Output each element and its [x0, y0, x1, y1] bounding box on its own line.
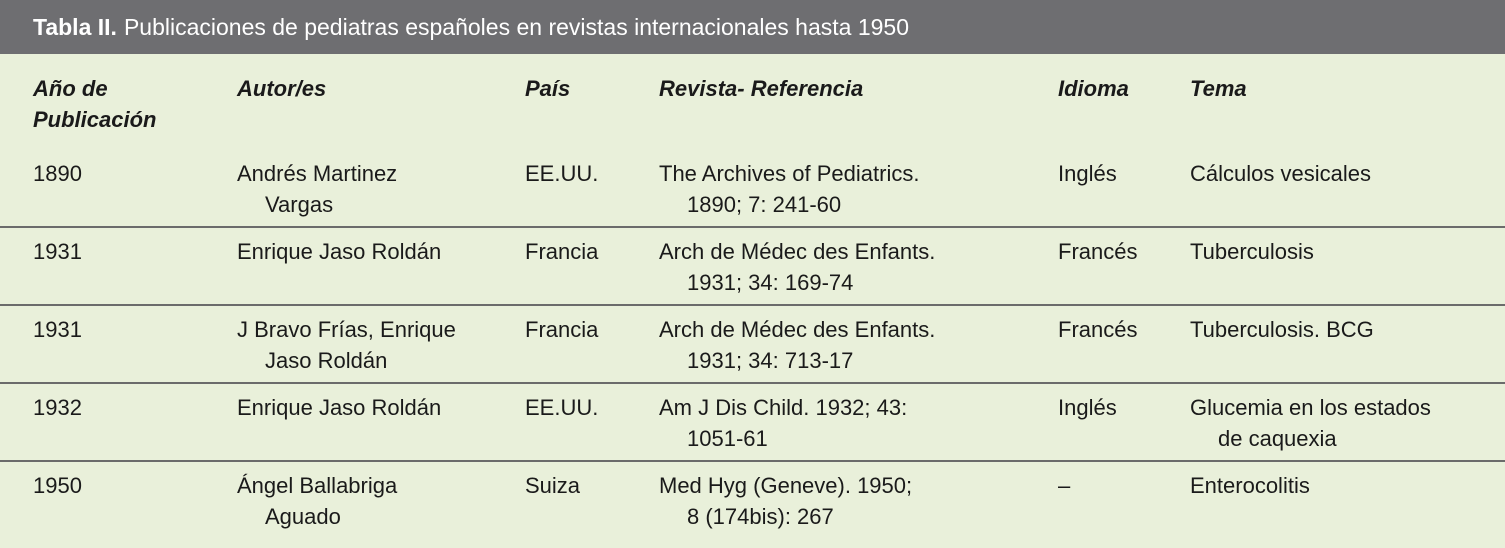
row-divider	[0, 382, 1505, 384]
cell-language: –	[1058, 473, 1071, 498]
header-authors: Autor/es	[237, 76, 327, 101]
cell-year: 1932	[33, 395, 82, 420]
cell-journal	[659, 314, 935, 376]
cell-authors-line2: Jaso Roldán	[265, 348, 388, 373]
table-title-bar	[0, 0, 1505, 54]
cell-journal	[659, 158, 919, 220]
table-title: Publicaciones de pediatras españoles en revistas internacionales hasta 1950	[123, 13, 910, 40]
cell-journal-line2: 1931; 34: 169-74	[687, 270, 854, 295]
cell-topic-line1: Tuberculosis. BCG	[1190, 317, 1374, 342]
cell-topic-line1: Glucemia en los estados	[1190, 395, 1431, 420]
cell-country: Suiza	[525, 473, 581, 498]
cell-country: Francia	[525, 317, 599, 342]
header-journal: Revista- Referencia	[659, 76, 864, 101]
cell-journal-line1: Arch de Médec des Enfants.	[659, 317, 936, 342]
cell-authors-line2: Aguado	[265, 504, 341, 529]
cell-year: 1950	[33, 473, 82, 498]
cell-country: Francia	[525, 239, 599, 264]
cell-topic-line1: Cálculos vesicales	[1190, 161, 1371, 186]
row-divider	[0, 460, 1505, 462]
row-divider	[0, 226, 1505, 228]
table-row	[0, 314, 1505, 392]
header-language: Idioma	[1058, 76, 1129, 101]
cell-authors-line1: Ángel Ballabriga	[237, 473, 398, 498]
header-topic: Tema	[1190, 76, 1247, 101]
cell-authors-line1: Andrés Martinez	[237, 161, 398, 186]
header-country: País	[525, 76, 571, 101]
cell-authors	[237, 470, 397, 532]
table-number: Tabla II.	[33, 13, 117, 40]
cell-language: Francés	[1058, 239, 1138, 264]
cell-journal-line2: 1890; 7: 241-60	[687, 192, 842, 217]
header-year-line2: Publicación	[33, 107, 157, 132]
cell-authors-line2: Vargas	[265, 192, 334, 217]
cell-journal-line2: 1051-61	[687, 426, 768, 451]
cell-authors-line1: Enrique Jaso Roldán	[237, 239, 442, 264]
cell-journal	[659, 470, 912, 532]
header-year-line1: Año de	[33, 76, 108, 101]
cell-authors	[237, 158, 397, 220]
cell-topic	[1190, 158, 1371, 189]
cell-language: Francés	[1058, 317, 1138, 342]
cell-topic	[1190, 470, 1310, 501]
cell-language: Inglés	[1058, 395, 1117, 420]
cell-journal-line1: Arch de Médec des Enfants.	[659, 239, 936, 264]
table-row	[0, 470, 1505, 548]
cell-journal-line1: Am J Dis Child. 1932; 43:	[659, 395, 908, 420]
table-row	[0, 392, 1505, 470]
cell-authors-line1: Enrique Jaso Roldán	[237, 395, 442, 420]
cell-year: 1931	[33, 239, 82, 264]
cell-topic-line1: Enterocolitis	[1190, 473, 1310, 498]
cell-topic	[1190, 236, 1314, 267]
cell-journal-line2: 1931; 34: 713-17	[687, 348, 854, 373]
cell-topic	[1190, 314, 1374, 345]
cell-year: 1890	[33, 161, 82, 186]
cell-authors	[237, 392, 441, 423]
cell-journal-line1: The Archives of Pediatrics.	[659, 161, 920, 186]
cell-authors	[237, 236, 441, 267]
cell-country: EE.UU.	[525, 161, 599, 186]
table-row	[0, 158, 1505, 236]
cell-journal	[659, 392, 907, 454]
table-row	[0, 236, 1505, 314]
cell-authors-line1: J Bravo Frías, Enrique	[237, 317, 456, 342]
cell-topic	[1190, 392, 1431, 454]
cell-language: Inglés	[1058, 161, 1117, 186]
cell-year: 1931	[33, 317, 82, 342]
cell-journal-line1: Med Hyg (Geneve). 1950;	[659, 473, 913, 498]
cell-topic-line2: de caquexia	[1218, 426, 1337, 451]
row-divider	[0, 304, 1505, 306]
header-year	[33, 73, 156, 135]
cell-journal	[659, 236, 935, 298]
cell-journal-line2: 8 (174bis): 267	[687, 504, 834, 529]
cell-authors	[237, 314, 456, 376]
cell-country: EE.UU.	[525, 395, 599, 420]
cell-topic-line1: Tuberculosis	[1190, 239, 1314, 264]
